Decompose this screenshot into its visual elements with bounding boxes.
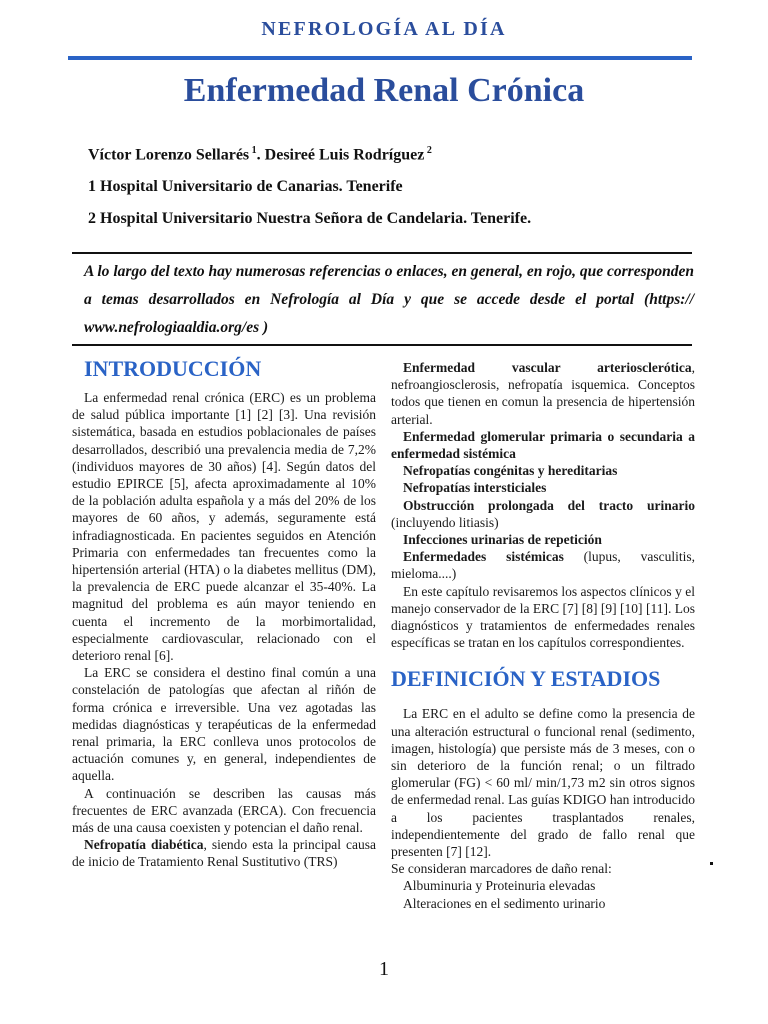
left-column xyxy=(72,355,376,871)
cause-description: (incluyendo litiasis) xyxy=(391,514,499,530)
paragraph: La ERC se considera el destino final común a una constelación de patologías que afectan al riñón de forma crónica e irreversible. Una vez agotadas las medidas diagnósticas y terapéuticas de la enfermedad renal primaria, la ERC conlleva unos protocolos de actuación comunes y, en general, independientes de aquella. xyxy=(72,665,376,784)
author-1: Víctor Lorenzo Sellarés xyxy=(88,146,250,164)
cause-item xyxy=(391,462,695,479)
paragraph xyxy=(72,836,376,870)
article-title: Enfermedad Renal Crónica xyxy=(183,72,585,109)
marker-item: Albuminuria y Proteinuria elevadas xyxy=(403,878,596,894)
cause-term: Nefropatía diabética xyxy=(84,837,204,853)
stray-dot xyxy=(710,862,713,865)
note-top-rule xyxy=(72,252,692,254)
author-separator: . xyxy=(256,146,265,164)
cause-item xyxy=(391,359,695,428)
cause-term: Enfermedad vascular arteriosclerótica xyxy=(403,360,692,375)
author-1-affiliation-mark: 1 xyxy=(251,145,257,156)
paragraph: A continuación se describen las causas más frecuentes de ERC avanzada (ERCA). Con frecuencia más de una causa coexisten y potencian el daño renal. xyxy=(72,785,376,836)
cause-description: , siendo esta la principal causa de inicio de Tratamiento Renal Sustitutivo (TRS) xyxy=(72,837,376,870)
cause-item xyxy=(391,548,695,582)
author-2: Desireé Luis Rodríguez xyxy=(264,146,425,164)
cause-term: Obstrucción prolongada del tracto urinario xyxy=(403,497,695,513)
right-column xyxy=(391,359,695,912)
cause-item xyxy=(391,497,695,531)
paragraph: Se consideran marcadores de daño renal: xyxy=(391,861,612,877)
paragraph: La enfermedad renal crónica (ERC) es un problema de salud pública importante [1] [2] [3]. Una revisión sistemática, basada en estudios poblacionales de países desarrollados, describió una prevalencia media de 7,2% (individuos mayores de 30 años) [4]. Según datos del estudio EPIRCE [5], afecta aproximadamente al 10% de la población adulta española y a más del 20% de los mayores de 60 años, y además, seguramente está infradiagnosticada. En pacientes seguidos en Atención Primaria con enfermedades tan frecuentes como la hipertensión arterial (HTA) o la diabetes mellitus (DM), la prevalencia de ERC puede alcanzar el 35-40%. La magnitud del problema es aún mayor teniendo en cuenta el incremento de la morbimortalidad, especialmente cardiovascular, relacionado con el deterioro renal [6]. xyxy=(72,390,376,664)
cause-term: Enfermedades sistémicas xyxy=(403,549,564,565)
cause-term: Nefropatías congénitas y hereditarias xyxy=(403,463,618,479)
cause-item xyxy=(391,428,695,462)
note-bottom-rule xyxy=(72,344,692,346)
paragraph: La ERC en el adulto se define como la presencia de una alteración estructural o funcional renal (sedimento, imagen, histología) que persiste más de 3 meses, con o sin deterioro de la función renal; o un filtrado glomerular (FG) < 60 ml/ min/1,73 m2 sin otros signos de enfermedad renal. Las guías KDIGO han introducido a los pacientes trasplantados renales, independientemente del grado de fallo renal que presenten [7] [12]. xyxy=(391,706,695,860)
author-2-affiliation-mark: 2 xyxy=(426,145,432,156)
page-number: 1 xyxy=(379,958,389,980)
authors-line xyxy=(88,145,432,164)
cause-term: Enfermedad glomerular primaria o secundaria a enfermedad sistémica xyxy=(391,428,695,462)
cause-term: Nefropatías intersticiales xyxy=(403,480,547,496)
cause-item xyxy=(391,479,695,496)
paragraph: En este capítulo revisaremos los aspectos clínicos y el manejo conservador de la ERC [7] [8] [9] [10] [11]. Los diagnósticos y tratamientos de enfermedades renales específicas se tratan en los capítulos correspondientes. xyxy=(391,583,695,651)
affiliation-1: 1 Hospital Universitario de Canarias. Tenerife xyxy=(88,178,403,195)
cause-term: Infecciones urinarias de repetición xyxy=(403,532,602,548)
section-heading-definicion: DEFINICIÓN Y ESTADIOS xyxy=(391,666,661,692)
affiliation-2: 2 Hospital Universitario Nuestra Señora de Candelaria. Tenerife. xyxy=(88,210,532,227)
journal-name: NEFROLOGÍA AL DÍA xyxy=(261,18,507,40)
cause-description: , nefroangiosclerosis, nefropatía isquemica. Conceptos todos que tienen en comun la presencia de hipertensión arterial. xyxy=(391,360,695,427)
header-divider xyxy=(68,56,692,60)
cause-description: (lupus, vasculitis, mieloma....) xyxy=(391,549,695,582)
section-heading-introduccion: INTRODUCCIÓN xyxy=(84,356,262,381)
reference-note: A lo largo del texto hay numerosas referencias o enlaces, en general, en rojo, que corresponden a temas desarrollados en Nefrología al Día y que se accede desde el portal (https:// www.nefrologiaaldia.org/es ) xyxy=(84,263,694,336)
marker-item: Alteraciones en el sedimento urinario xyxy=(403,895,606,911)
cause-item xyxy=(391,531,695,548)
